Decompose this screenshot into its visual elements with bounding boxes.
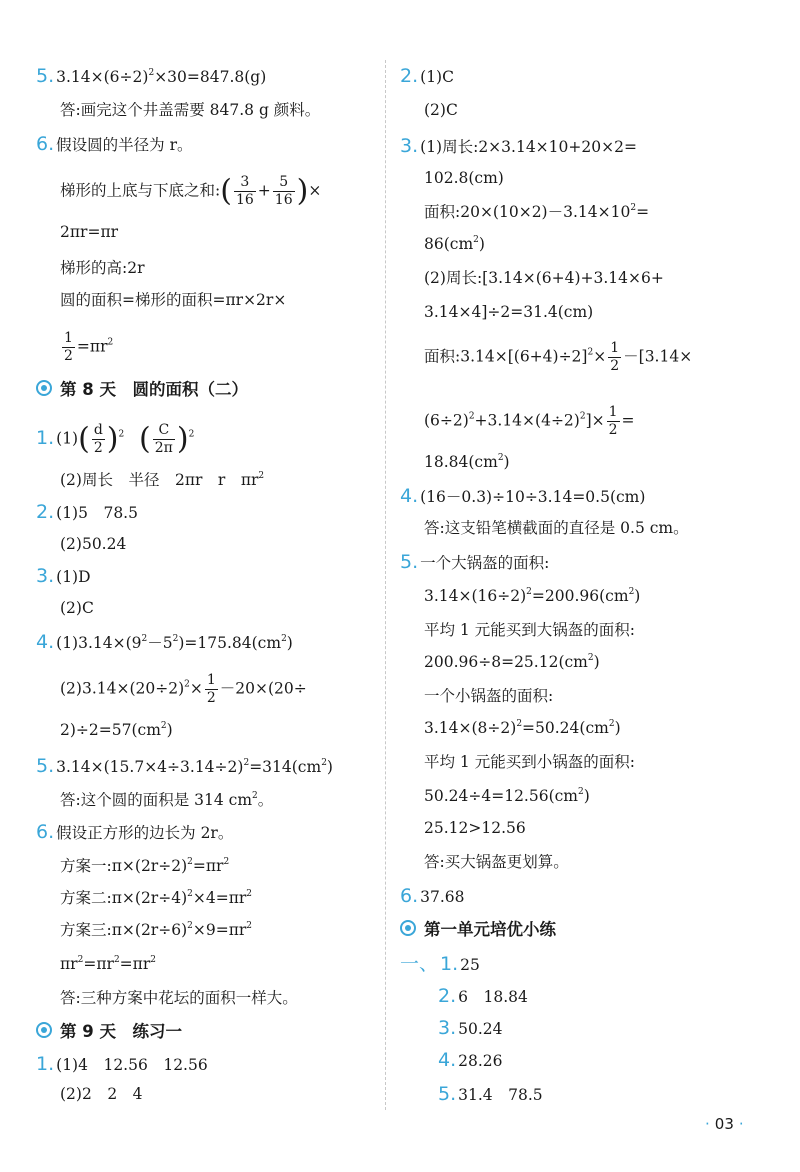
question-number: 5. xyxy=(36,755,55,777)
day8-answer-6-conclusion: 答:三种方案中花坛的面积一样大。 xyxy=(60,989,298,1007)
day9-answer-1: 1. (1)4 12.56 12.56 xyxy=(36,1053,208,1075)
answer-6: 6. 37.68 xyxy=(400,885,465,907)
section-circle-icon xyxy=(36,380,52,396)
plan-three: 方案三$:\pi\times(2r\div 6)^2\times 9=\pi r^2$ xyxy=(60,921,253,939)
question-number: 5. xyxy=(400,551,419,573)
fraction: $\frac{1}{2}$ xyxy=(610,340,620,374)
small-pancake-area: $3.14\times(8\div 2)^2=50.24(cm^2)$ xyxy=(424,719,621,737)
plans-equal: $\pi r^2=\pi r^2=\pi r^2$ xyxy=(60,955,156,973)
question-number: 6. xyxy=(400,885,419,907)
answer-3-part2-perimeter: (2)周长:[3.14×(6+4)+3.14×6+ xyxy=(424,269,664,287)
answer-3: 3. (1)周长:2×3.14×10+20×2= xyxy=(400,135,637,157)
trapezoid-bases-result: 2πr=πr xyxy=(60,223,119,241)
day9-answer-1b: (2)2 2 4 xyxy=(60,1085,143,1103)
section-day-8-heading: 第 8 天 圆的面积（二） xyxy=(36,380,248,400)
question-number: 5. xyxy=(438,1083,457,1105)
fraction: $\frac{3}{16}$ xyxy=(235,174,254,208)
column-divider xyxy=(385,60,386,1110)
unit-answer-2: 2. 6 18.84 xyxy=(438,985,528,1007)
fraction: $\frac{1}{2}$ xyxy=(608,404,618,438)
section-unit-practice-heading: 第一单元培优小练 xyxy=(400,920,556,940)
answer-2b: (2)C xyxy=(424,101,458,119)
answer-3-perimeter: 102.8(cm) xyxy=(424,169,504,187)
day8-answer-2: 2. (1)5 78.5 xyxy=(36,501,138,523)
question-number: 2. xyxy=(400,65,419,87)
day8-answer-3b: (2)C xyxy=(60,599,94,617)
day8-answer-5b: 答:这个圆的面积是 314 $cm^2$。 xyxy=(60,791,274,809)
dot-icon: · xyxy=(738,1115,744,1133)
unit-answer-5: 5. 31.4 78.5 xyxy=(438,1083,543,1105)
fraction: $\frac{C}{2\pi}$ xyxy=(154,422,173,456)
answer-3-area: 面积$:20\times(10\times 2)-3.14\times 10^2=$ xyxy=(424,203,650,221)
day8-answer-4b: $(2)3.14\times(20\div 2)^2\times$ $\frac{1}{2}$ －20×(20÷ xyxy=(60,672,307,706)
big-pancake-per-yuan: $200.96\div 8=25.12(cm^2)$ xyxy=(424,653,600,671)
dot-icon: · xyxy=(705,1115,710,1133)
question-number: 2. xyxy=(438,985,457,1007)
question-number: 6. xyxy=(36,133,55,155)
small-pancake-per-yuan-label: 平均 1 元能买到小锅盔的面积: xyxy=(424,753,635,771)
plan-two: 方案二$:\pi\times(2r\div 4)^2\times 4=\pi r^2$ xyxy=(60,889,253,907)
answer-4-conclusion: 答:这支铅笔横截面的直径是 0.5 cm。 xyxy=(424,519,689,537)
question-number: 3. xyxy=(36,565,55,587)
question-number: 3. xyxy=(400,135,419,157)
answer-4: 4. (16－0.3)÷10÷3.14=0.5(cm) xyxy=(400,485,646,507)
part-number: 一、 xyxy=(400,953,439,975)
fraction: $\frac{d}{2}$ xyxy=(93,422,103,456)
answer-3-part2-perimeter-result: 3.14×4]÷2=31.4(cm) xyxy=(424,303,594,321)
day8-answer-4c: $2)\div 2=57(cm^2)$ xyxy=(60,721,173,739)
fraction: $\frac{5}{16}$ xyxy=(274,174,293,208)
plan-one: 方案一$:\pi\times(2r\div 2)^2=\pi r^2$ xyxy=(60,857,230,875)
answer-3-part2-area-cont: $(6\div 2)^2+3.14\times(4\div 2)^2]\times$ $\frac{1}{2}$ = xyxy=(424,404,635,438)
small-pancake-per-yuan: $50.24\div 4=12.56(cm^2)$ xyxy=(424,787,590,805)
fraction: $\frac{1}{2}$ xyxy=(206,672,216,706)
trapezoid-height: 梯形的高:2r xyxy=(60,259,145,277)
circle-area-result: $\frac{1}{2}$ $=\pi r^2$ xyxy=(64,330,114,364)
big-pancake-per-yuan-label: 平均 1 元能买到大锅盔的面积: xyxy=(424,621,635,639)
answer-5-line: 5. $3.14\times(6\div 2)^2\times 30=847.8(g)$ xyxy=(36,65,267,87)
answer-3-part2-area: 面积$:3.14\times[(6+4)\div 2]^2\times$ $\frac{1}{2}$ －[3.14× xyxy=(424,340,693,374)
circle-area-equation: 圆的面积=梯形的面积=πr×2r× xyxy=(60,291,287,309)
answer-5-conclusion: 答:画完这个井盖需要 847.8 g 颜料。 xyxy=(60,101,321,119)
fraction: $\frac{1}{2}$ xyxy=(64,330,73,364)
day8-answer-5: 5. $3.14\times(15.7\times 4\div 3.14\div 2)^2=314(cm^2)$ xyxy=(36,755,333,777)
section-day-9-heading: 第 9 天 练习一 xyxy=(36,1022,182,1042)
question-number: 4. xyxy=(36,631,55,653)
day8-answer-6: 6. 假设正方形的边长为 2r。 xyxy=(36,821,234,843)
question-number: 1. xyxy=(36,1053,55,1075)
unit-answer-4: 4. 28.26 xyxy=(438,1049,503,1071)
day8-answer-4: 4. $(1)3.14\times(9^2-5^2)=175.84(cm^2)$ xyxy=(36,631,293,653)
big-pancake-area: $3.14\times(16\div 2)^2=200.96(cm^2)$ xyxy=(424,587,641,605)
question-number: 4. xyxy=(400,485,419,507)
unit-answer-3: 3. 50.24 xyxy=(438,1017,503,1039)
trapezoid-bases: 梯形的上底与下底之和:( $\frac{3}{16}$ + $\frac{5}{16}$ )× xyxy=(60,173,322,209)
page-number: · 03 · xyxy=(705,1115,744,1133)
question-number: 1. xyxy=(440,953,459,975)
answer-3-area-result: $86(cm^2)$ xyxy=(424,235,485,253)
question-number: 3. xyxy=(438,1017,457,1039)
section-circle-icon xyxy=(36,1022,52,1038)
answer-3-part2-area-result: $18.84(cm^2)$ xyxy=(424,453,510,471)
answer-2: 2. (1)C xyxy=(400,65,454,87)
answer-5-conclusion: 答:买大锅盔更划算。 xyxy=(424,853,569,871)
day8-answer-1: 1. (1)( $\frac{d}{2}$ )$^2$ ( $\frac{C}{2\pi}$ )$^2$ xyxy=(36,421,195,457)
question-number: 2. xyxy=(36,501,55,523)
small-pancake-label: 一个小锅盔的面积: xyxy=(424,687,554,705)
question-number: 1. xyxy=(36,426,55,449)
question-number: 6. xyxy=(36,821,55,843)
answer-5: 5. 一个大锅盔的面积: xyxy=(400,551,550,573)
unit-answer-1: 一、 1. 25 xyxy=(400,953,480,975)
question-number: 5. xyxy=(36,65,55,87)
day8-answer-3: 3. (1)D xyxy=(36,565,91,587)
day8-answer-2b: (2)50.24 xyxy=(60,535,127,553)
day8-answer-1b: (2)周长 半径 2πr r $\pi r^2$ xyxy=(60,471,265,489)
answer-6-line: 6. 假设圆的半径为 r。 xyxy=(36,133,193,155)
question-number: 4. xyxy=(438,1049,457,1071)
comparison: 25.12>12.56 xyxy=(424,819,526,837)
section-circle-icon xyxy=(400,920,416,936)
